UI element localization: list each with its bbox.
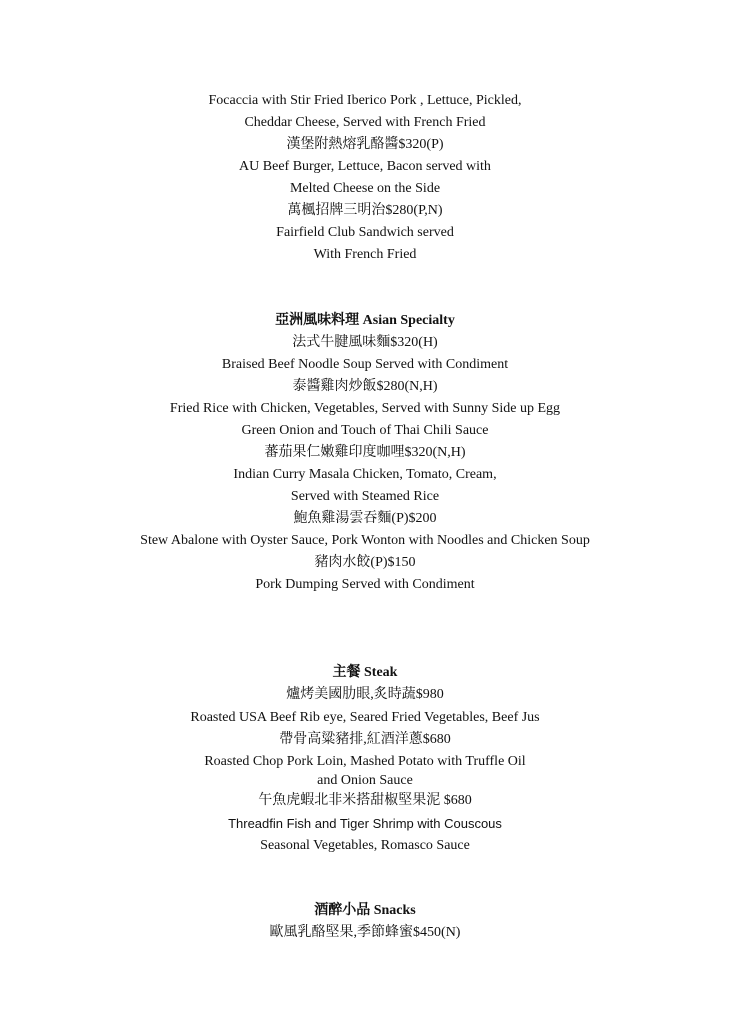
menu-line: AU Beef Burger, Lettuce, Bacon served with bbox=[239, 159, 491, 174]
section-heading-snacks: 酒醉小品 Snacks bbox=[314, 903, 416, 918]
menu-line: Stew Abalone with Oyster Sauce, Pork Wonton with Noodles and Chicken Soup bbox=[140, 533, 590, 548]
section-heading-steak: 主餐 Steak bbox=[332, 665, 398, 680]
menu-line: Fairfield Club Sandwich served bbox=[276, 225, 454, 240]
menu-line: and Onion Sauce bbox=[317, 773, 413, 788]
menu-item-price: 漢堡附熱熔乳酪醬$320(P) bbox=[286, 137, 444, 152]
menu-line: Seasonal Vegetables, Romasco Sauce bbox=[260, 838, 470, 853]
menu-line: Cheddar Cheese, Served with French Fried bbox=[244, 115, 486, 130]
menu-line: Green Onion and Touch of Thai Chili Sauce bbox=[241, 423, 489, 438]
menu-item-price: 帶骨高粱豬排,紅酒洋蔥$680 bbox=[279, 732, 451, 747]
section-heading-asian-specialty: 亞洲風味料理 Asian Specialty bbox=[275, 313, 455, 328]
menu-line: Served with Steamed Rice bbox=[290, 489, 440, 504]
menu-item-price: 鮑魚雞湯雲吞麵(P)$200 bbox=[293, 511, 437, 526]
menu-item-price: 豬肉水餃(P)$150 bbox=[314, 555, 416, 570]
menu-line: Roasted USA Beef Rib eye, Seared Fried Vegetables, Beef Jus bbox=[190, 710, 540, 725]
menu-line: Roasted Chop Pork Loin, Mashed Potato with Truffle Oil bbox=[204, 754, 526, 769]
menu-line: Fried Rice with Chicken, Vegetables, Served with Sunny Side up Egg bbox=[169, 401, 561, 416]
menu-item-price: 歐風乳酪堅果,季節蜂蜜$450(N) bbox=[269, 925, 461, 940]
menu-item-price: 泰醬雞肉炒飯$280(N,H) bbox=[292, 379, 438, 394]
menu-line: Indian Curry Masala Chicken, Tomato, Cream, bbox=[233, 467, 497, 482]
menu-line: Braised Beef Noodle Soup Served with Condiment bbox=[221, 357, 509, 372]
menu-item-price: 爐烤美國肋眼,炙時蔬$980 bbox=[286, 687, 444, 702]
menu-line: Focaccia with Stir Fried Iberico Pork , Lettuce, Pickled, bbox=[208, 93, 522, 108]
menu-item-price: 午魚虎蝦北非米搭甜椒堅果泥 $680 bbox=[258, 793, 472, 808]
menu-line: With French Fried bbox=[313, 247, 417, 262]
menu-line: Melted Cheese on the Side bbox=[289, 181, 441, 196]
menu-item-price: 法式牛腱風味麵$320(H) bbox=[292, 335, 438, 350]
menu-item-price: 蕃茄果仁嫩雞印度咖哩$320(N,H) bbox=[264, 445, 466, 460]
menu-line: Threadfin Fish and Tiger Shrimp with Couscous bbox=[228, 816, 502, 831]
menu-item-price: 萬楓招牌三明治$280(P,N) bbox=[287, 203, 443, 218]
menu-line: Pork Dumping Served with Condiment bbox=[255, 577, 475, 592]
